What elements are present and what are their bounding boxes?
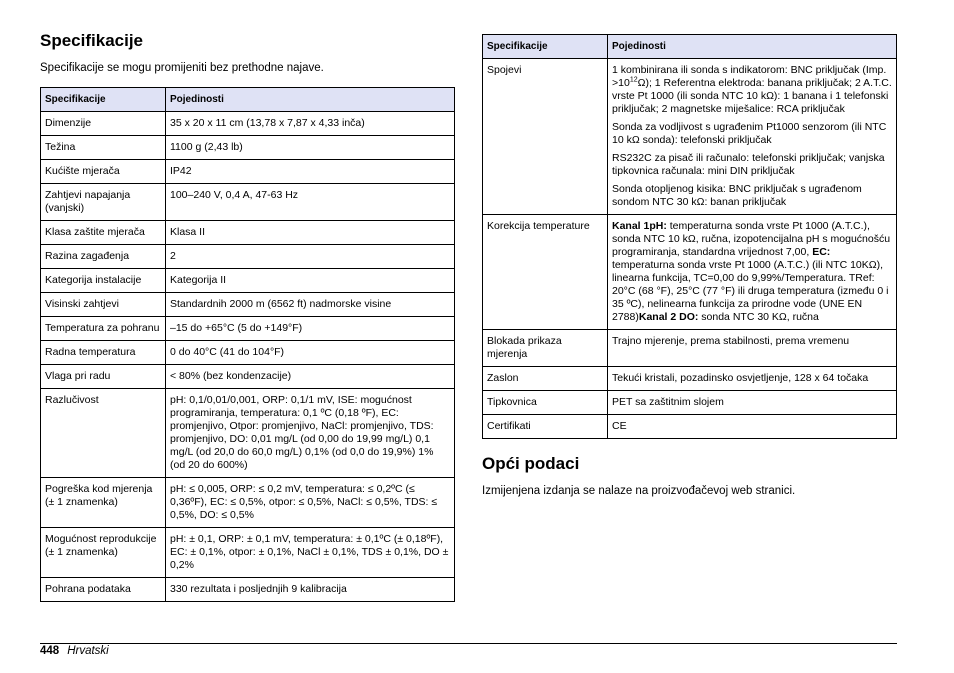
detail-cell: 100–240 V, 0,4 A, 47-63 Hz	[166, 184, 455, 221]
detail-cell: < 80% (bez kondenzacije)	[166, 365, 455, 389]
table-row	[41, 478, 455, 528]
detail-cell: 2	[166, 245, 455, 269]
spec-cell: Certifikati	[483, 415, 608, 439]
spec-cell: Mogućnost reprodukcije (± 1 znamenka)	[41, 528, 166, 578]
bold-label: Kanal 1pH:	[612, 220, 667, 232]
table-row	[41, 317, 455, 341]
section-title-opci-podaci: Opći podaci	[482, 454, 580, 473]
right-column	[482, 34, 897, 510]
table-row	[483, 415, 897, 439]
general-text: Izmijenjena izdanja se nalaze na proizvođačevoj web stranici.	[482, 485, 796, 497]
table-row	[483, 391, 897, 415]
spec-cell: Razlučivost	[41, 389, 166, 478]
spec-cell: Blokada prikaza mjerenja	[483, 330, 608, 367]
detail-text: temperaturna sonda vrste Pt 1000 (A.T.C.) (ili NTC 10KΩ), linearna funkcija, TC=0,00 do 9,99%/Temperatura. TRef: 20°C (68 °F), 25°C (77 °F) ili druga temperatura (između 0 i 35 ºC), nelinearna funkcija za prirodne vode (UNE EN 2788)	[612, 259, 889, 323]
detail-cell: 35 x 20 x 11 cm (13,78 x 7,87 x 4,33 inča)	[166, 112, 455, 136]
bold-label: Kanal 2 DO:	[638, 311, 699, 323]
table-row	[41, 269, 455, 293]
superscript: 12	[629, 76, 638, 84]
spec-cell: Temperatura za pohranu	[41, 317, 166, 341]
spec-cell: Pohrana podataka	[41, 578, 166, 602]
detail-cell: Standardnih 2000 m (6562 ft) nadmorske visine	[166, 293, 455, 317]
detail-cell: 330 rezultata i posljednjih 9 kalibracija	[166, 578, 455, 602]
detail-paragraph: Sonda otopljenog kisika: BNC priključak s ugrađenom sondom NTC 30 kΩ: banan priključak	[612, 183, 862, 208]
table-header-row	[483, 35, 897, 59]
spec-table-left	[40, 87, 455, 602]
spec-cell: Dimenzije	[41, 112, 166, 136]
spec-cell: Visinski zahtjevi	[41, 293, 166, 317]
spec-table-right	[482, 34, 897, 439]
spec-cell: Radna temperatura	[41, 341, 166, 365]
detail-cell: pH: ≤ 0,005, ORP: ≤ 0,2 mV, temperatura: ≤ 0,2ºC (≤ 0,36ºF), EC: ≤ 0,5%, otpor: ≤ 0,5%, NaCl: ≤ 0,5%, TDS: ≤ 0,5%, DO: ≤ 0,5%	[166, 478, 455, 528]
spec-cell: Zaslon	[483, 367, 608, 391]
detail-paragraph: RS232C za pisač ili računalo: telefonski priključak; vanjska tipkovnica računala: mini DIN priključak	[612, 152, 885, 177]
spec-cell: Korekcija temperature	[483, 215, 608, 330]
spec-cell: Kategorija instalacije	[41, 269, 166, 293]
section-title-specifikacije: Specifikacije	[40, 31, 144, 50]
detail-cell: Tekući kristali, pozadinsko osvjetljenje, 128 x 64 točaka	[608, 367, 897, 391]
table-row	[41, 528, 455, 578]
table-row	[41, 160, 455, 184]
table-row	[41, 136, 455, 160]
spec-cell: Kućište mjerača	[41, 160, 166, 184]
spec-table-right-body	[483, 59, 897, 439]
spec-cell: Vlaga pri radu	[41, 365, 166, 389]
detail-cell	[608, 59, 897, 215]
detail-text: Ω); 1 Referentna elektroda: banana priključak; 2 A.T.C. vrste Pt 1000 (ili sonda NTC 10 kΩ): 1 banana i 1 telefonski priključak; 2 magnetske miješalice: RCA priključak	[612, 77, 892, 115]
detail-cell: PET sa zaštitnim slojem	[608, 391, 897, 415]
header-pojedinosti: Pojedinosti	[166, 88, 455, 112]
table-row	[41, 365, 455, 389]
table-row	[41, 341, 455, 365]
table-row	[41, 389, 455, 478]
table-row	[483, 215, 897, 330]
spec-cell: Klasa zaštite mjerača	[41, 221, 166, 245]
spec-cell: Pogreška kod mjerenja (± 1 znamenka)	[41, 478, 166, 528]
page-footer	[40, 644, 109, 658]
header-specifikacije: Specifikacije	[41, 88, 166, 112]
table-row	[41, 184, 455, 221]
intro-text: Specifikacije se mogu promijeniti bez prethodne najave.	[40, 62, 324, 74]
detail-cell	[608, 215, 897, 330]
detail-cell: CE	[608, 415, 897, 439]
spec-cell: Zahtjevi napajanja (vanjski)	[41, 184, 166, 221]
page-number: 448	[40, 645, 60, 657]
detail-cell: –15 do +65°C (5 do +149°F)	[166, 317, 455, 341]
header-specifikacije: Specifikacije	[483, 35, 608, 59]
table-row	[483, 59, 897, 215]
detail-text: 1 kombinirana ili sonda s indikatorom: BNC priključak (Imp. >10	[612, 64, 887, 89]
table-row	[41, 221, 455, 245]
detail-paragraph: Sonda za vodljivost s ugrađenim Pt1000 senzorom (ili NTC 10 kΩ sonda): telefonski priključak	[612, 121, 887, 146]
detail-cell: Klasa II	[166, 221, 455, 245]
detail-paragraph	[612, 64, 892, 116]
detail-cell: Trajno mjerenje, prema stabilnosti, prema vremenu	[608, 330, 897, 367]
table-row	[41, 578, 455, 602]
table-header-row	[41, 88, 455, 112]
spec-cell: Težina	[41, 136, 166, 160]
detail-cell: pH: ± 0,1, ORP: ± 0,1 mV, temperatura: ± 0,1ºC (± 0,18ºF), EC: ± 0,1%, otpor: ± 0,1%, NaCl ± 0,1%, TDS ± 0,1%, DO ± 0,2%	[166, 528, 455, 578]
spec-cell: Razina zagađenja	[41, 245, 166, 269]
table-row	[41, 245, 455, 269]
detail-cell: pH: 0,1/0,01/0,001, ORP: 0,1/1 mV, ISE: mogućnost programiranja, temperatura: 0,1 ºC (0,18 ºF), EC: promjenjivo, Otpor: promjenjivo, NaCl: promjenjivo, TDS: promjenjivo, DO: 0,01 mg/L (od 0,00 do 19,99 mg/L) 0,1 mg/L (od 20,0 do 60,0 mg/L) 0,1% (od 0,0 do 19,9%) 1% (od 20 do 600%)	[166, 389, 455, 478]
detail-cell: 0 do 40°C (41 do 104°F)	[166, 341, 455, 365]
detail-text: temperaturna sonda vrste Pt 1000 (A.T.C.), sonda NTC 10 kΩ, ručna, izopotencijalna pH s mogućnošću programiranja, standardna vrijednost 7,00,	[612, 220, 891, 258]
table-row	[483, 330, 897, 367]
spec-cell: Tipkovnica	[483, 391, 608, 415]
table-row	[41, 112, 455, 136]
detail-text: sonda NTC 30 KΩ, ručna	[698, 311, 819, 323]
table-row	[41, 293, 455, 317]
bold-label: EC:	[812, 246, 831, 258]
left-column	[40, 30, 455, 602]
detail-cell: Kategorija II	[166, 269, 455, 293]
spec-table-left-body	[41, 112, 455, 602]
footer-language: Hrvatski	[67, 645, 109, 657]
table-row	[483, 367, 897, 391]
detail-cell: IP42	[166, 160, 455, 184]
detail-cell: 1100 g (2,43 lb)	[166, 136, 455, 160]
header-pojedinosti: Pojedinosti	[608, 35, 897, 59]
footer-divider	[40, 643, 897, 644]
spec-cell: Spojevi	[483, 59, 608, 215]
